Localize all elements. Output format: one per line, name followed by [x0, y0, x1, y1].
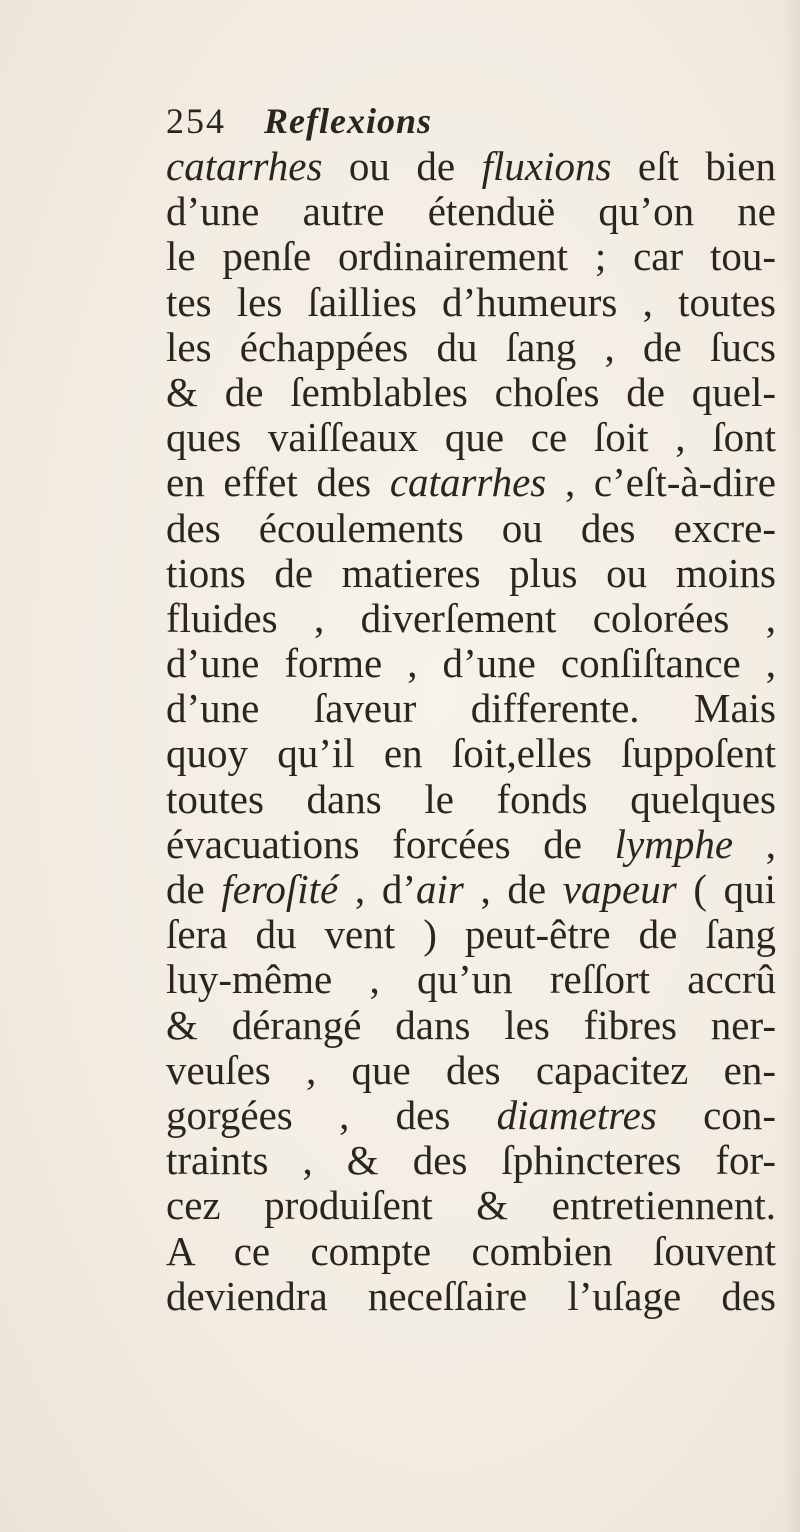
- text-run: veuſes , que des capacitez en-: [166, 1046, 776, 1093]
- text-run: cez produiſent & entretiennent.: [166, 1182, 776, 1229]
- text-run: ,: [733, 820, 776, 867]
- italic-term: catarrhes: [166, 143, 323, 189]
- text-run: luy-même , qu’un reſſort accrû: [166, 956, 776, 1003]
- running-head: Reflexions: [264, 101, 432, 141]
- italic-term: lymphe: [614, 820, 734, 867]
- text-run: , c’eſt-à-dire: [546, 459, 776, 506]
- text-run: fluides , diverſement colorées ,: [166, 594, 776, 641]
- text-run: en effet des: [166, 459, 390, 506]
- text-run: con-: [656, 1091, 776, 1138]
- text-line: [166, 822, 776, 867]
- text-line: [166, 777, 776, 822]
- text-run: ques vaiſſeaux que ce ſoit , ſont: [166, 414, 776, 461]
- text-line: [166, 506, 776, 551]
- page-header: [166, 100, 766, 144]
- text-run: & de ſemblables choſes de quel-: [166, 368, 776, 415]
- italic-term: catarrhes: [389, 459, 547, 506]
- page-edge-shadow: [782, 0, 800, 1532]
- italic-term: fluxions: [481, 143, 612, 189]
- text-line: [166, 957, 776, 1002]
- text-line: [166, 1003, 776, 1048]
- text-line: [166, 370, 776, 415]
- text-line: [166, 1183, 776, 1228]
- text-line: [166, 1093, 776, 1138]
- italic-term: air: [416, 866, 464, 912]
- text-run: gorgées , des: [166, 1091, 497, 1138]
- text-run: traints , & des ſphincteres for-: [166, 1137, 776, 1184]
- text-run: quoy qu’il en ſoit,elles ſuppoſent: [166, 730, 776, 777]
- text-line: [166, 686, 776, 731]
- italic-term: diametres: [496, 1091, 657, 1138]
- text-run: eſt bien: [611, 143, 776, 189]
- italic-term: vapeur: [562, 866, 677, 912]
- text-run: ( qui: [676, 866, 777, 912]
- text-run: le penſe ordinairement ; car tou-: [166, 233, 776, 280]
- text-run: d’une autre étenduë qu’on ne: [166, 188, 776, 235]
- text-run: tes les ſaillies d’humeurs , toutes: [166, 278, 776, 325]
- text-run: d’une forme , d’une conſiſtance ,: [166, 640, 776, 687]
- text-run: d’une ſaveur differente. Mais: [166, 685, 776, 732]
- text-line: [166, 551, 776, 596]
- text-run: & dérangé dans les fibres ner-: [166, 1001, 776, 1048]
- text-line: [166, 325, 776, 370]
- text-line: [166, 1229, 776, 1274]
- text-line: [166, 460, 776, 505]
- text-run: , d’: [338, 866, 416, 912]
- text-run: , de: [463, 866, 563, 912]
- text-run: des écoulements ou des excre-: [166, 504, 776, 551]
- text-run: toutes dans le fonds quelques: [166, 775, 776, 822]
- text-run: les échappées du ſang , de ſucs: [166, 323, 776, 370]
- text-line: [166, 912, 776, 957]
- text-line: [166, 731, 776, 776]
- text-line: [166, 234, 776, 279]
- text-line: [166, 1138, 776, 1183]
- text-line: [166, 415, 776, 460]
- italic-term: feroſité: [221, 866, 339, 912]
- text-run: ou de: [322, 143, 482, 189]
- text-run: évacuations forcées de: [166, 820, 615, 867]
- text-line: [166, 641, 776, 686]
- text-line: [166, 280, 776, 325]
- text-line: [166, 596, 776, 641]
- page-number: 254: [166, 101, 226, 141]
- text-run: A ce compte combien ſouvent: [166, 1227, 776, 1274]
- text-run: ſera du vent ) peut-être de ſang: [166, 911, 776, 958]
- text-line: [166, 1274, 776, 1319]
- body-text: [166, 144, 776, 1319]
- text-run: de: [166, 866, 222, 912]
- text-run: tions de matieres plus ou moins: [166, 549, 776, 596]
- text-line: [166, 867, 776, 912]
- text-line: [166, 189, 776, 234]
- text-line: [166, 1048, 776, 1093]
- text-run: deviendra neceſſaire l’uſage des: [166, 1272, 776, 1319]
- text-line: [166, 144, 776, 189]
